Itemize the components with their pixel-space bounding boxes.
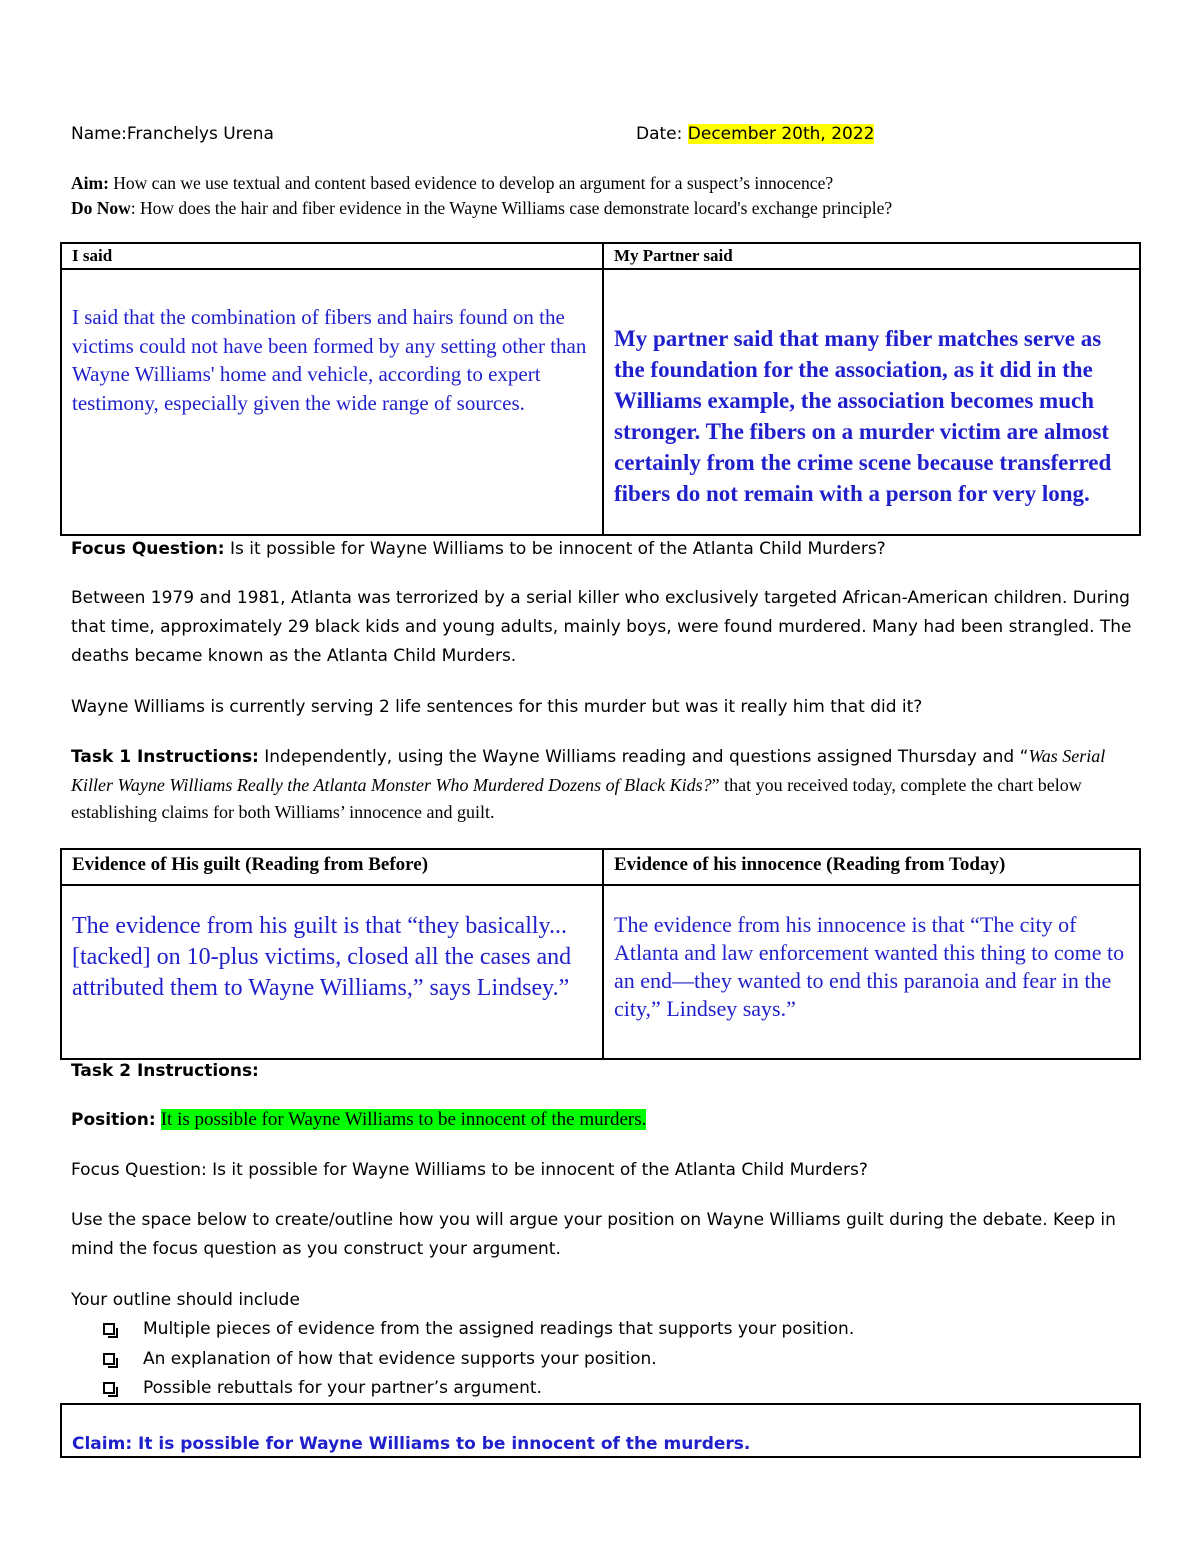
focus-label: Focus Question: [71, 539, 225, 559]
aim-label: Aim: [71, 173, 109, 193]
date-label: Date: [636, 124, 683, 144]
focus-text: Is it possible for Wayne Williams to be innocent of the Atlanta Child Murders? [224, 539, 886, 559]
name-label: Name: [71, 124, 127, 144]
task1-article-title: Was Serial Killer Wayne Williams Really the Atlanta Monster Who Murdered Dozens of Black Kids? [71, 746, 1106, 795]
task2-label: Task 2 Instructions: [71, 1061, 259, 1081]
checklist-item: Multiple pieces of evidence from the assigned readings that supports your position. [103, 1315, 854, 1345]
guilt-header: Evidence of His guilt (Reading from Before) [61, 849, 603, 885]
name-value: Franchelys Urena [126, 124, 274, 144]
i-said-cell: I said that the combination of fibers and hairs found on the victims could not have been formed by any setting other than Wayne Williams' home and vehicle, according to expert testimony, especially given the wide range of sources. [61, 269, 603, 535]
innocence-cell: The evidence from his innocence is that “The city of Atlanta and law enforcement wanted this thing to come to an end—they wanted to end this paranoia and fear in the city,” Lindsey says.” [603, 885, 1140, 1059]
background-paragraph: Between 1979 and 1981, Atlanta was terrorized by a serial killer who exclusively targeted African-American children. During that time, approximately 29 black kids and young adults, mainly boys, were found murdered. Many had been strangled. The deaths became known as the Atlanta Child Murders. [71, 588, 1132, 666]
checkbox-icon [103, 1323, 115, 1335]
do-now-text: : How does the hair and fiber evidence in the Wayne Williams case demonstrate locard's exchange principle? [130, 198, 893, 218]
claim-box [60, 1403, 1141, 1458]
do-now-label: Do Now [71, 198, 131, 218]
partner-said-header: My Partner said [603, 243, 1140, 269]
evidence-table [60, 848, 1141, 1060]
date-line [636, 120, 874, 149]
partner-said-cell: My partner said that many fiber matches serve as the foundation for the association, as it did in the Williams example, the association becomes much stronger. The fibers on a murder victim are almost certainly from the crime scene because transferred fibers do not remain with a person for very long. [603, 269, 1140, 535]
focus-question-1 [71, 535, 886, 564]
task1-text-b: ” that you received today, complete the chart below establishing claims for both Williams’ innocence and guilt. [71, 775, 1082, 822]
outline-checklist [103, 1315, 854, 1404]
position-line [71, 1106, 646, 1135]
position-text: It is possible for Wayne Williams to be innocent of the murders. [160, 1109, 647, 1130]
task1-text-a: Independently, using the Wayne Williams reading and questions assigned Thursday and “ [258, 747, 1029, 767]
do-now-line [71, 196, 1151, 221]
innocence-header: Evidence of his innocence (Reading from Today) [603, 849, 1140, 885]
checkbox-icon [103, 1353, 115, 1365]
checkbox-icon [103, 1382, 115, 1394]
sentence-paragraph: Wayne Williams is currently serving 2 life sentences for this murder but was it really him that did it? [71, 697, 923, 717]
position-label: Position: [71, 1110, 156, 1130]
checklist-item: Possible rebuttals for your partner’s argument. [103, 1374, 854, 1404]
outline-intro: Your outline should include [71, 1290, 300, 1310]
focus-question-2: Focus Question: Is it possible for Wayne Williams to be innocent of the Atlanta Child Murders? [71, 1160, 868, 1180]
task2-instructions [71, 1057, 259, 1086]
guilt-cell: The evidence from his guilt is that “they basically...[tacked] on 10-plus victims, closed all the cases and attributed them to Wayne Williams,” says Lindsey.” [61, 885, 603, 1059]
task1-label: Task 1 Instructions: [71, 747, 259, 767]
outline-instructions: Use the space below to create/outline how you will argue your position on Wayne Williams guilt during the debate. Keep in mind the focus question as you construct your argument. [71, 1210, 1116, 1259]
name-line [71, 120, 274, 149]
task1-instructions [71, 743, 1136, 826]
checklist-item: An explanation of how that evidence supports your position. [103, 1345, 854, 1375]
aim-text: How can we use textual and content based evidence to develop an argument for a suspect’s innocence? [108, 173, 834, 193]
aim-line [71, 171, 1151, 196]
date-value: December 20th, 2022 [687, 124, 875, 144]
i-said-header: I said [61, 243, 603, 269]
claim-text: Claim: It is possible for Wayne Williams to be innocent of the murders. [72, 1434, 751, 1454]
said-table [60, 242, 1141, 536]
